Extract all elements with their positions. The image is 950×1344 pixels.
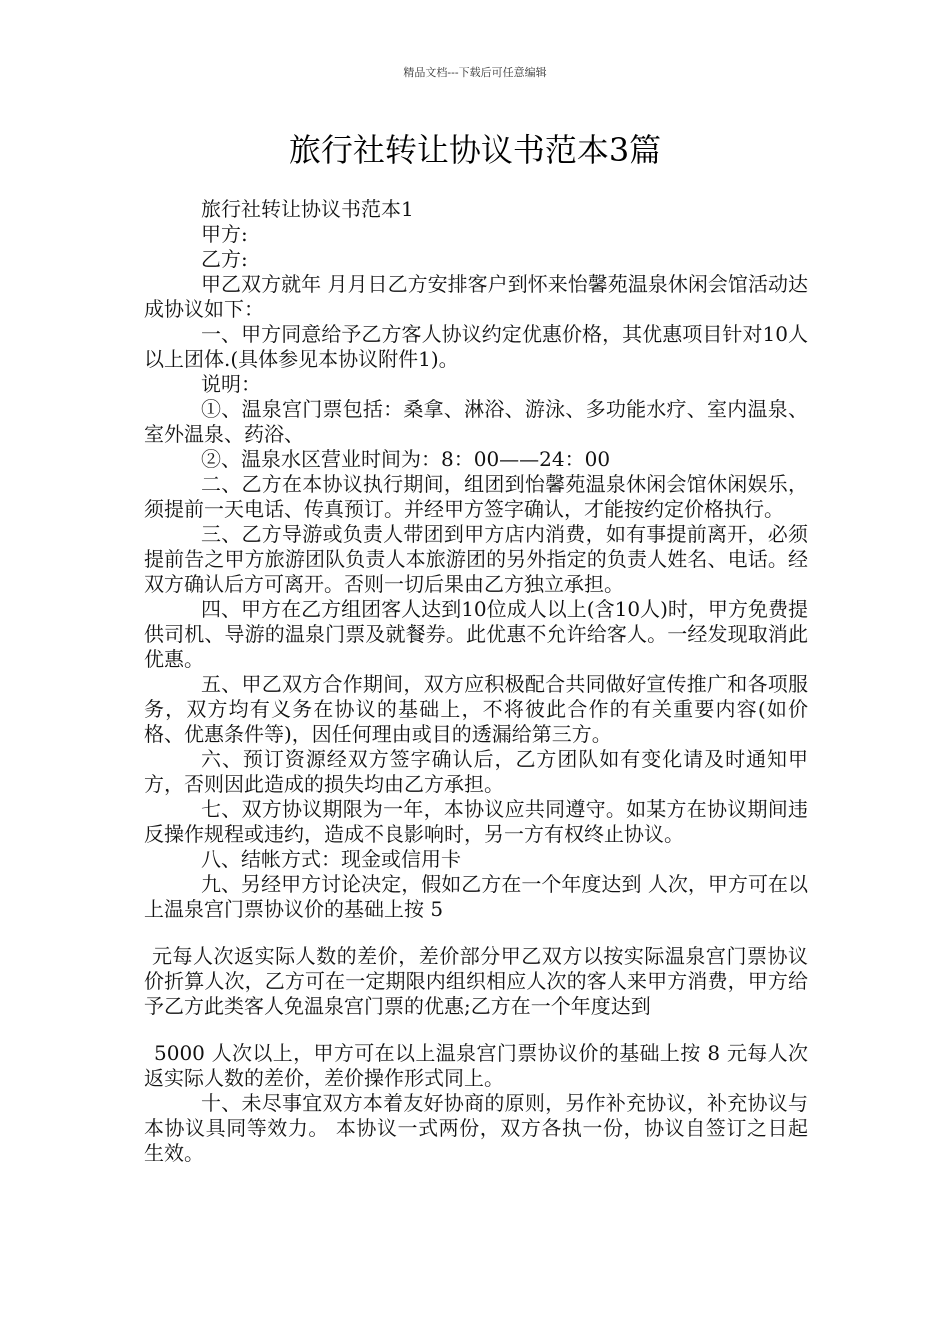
clause-2: 二、乙方在本协议执行期间，组团到怡馨苑温泉休闲会馆休闲娱乐，须提前一天电话、传真预订。并经甲方签字确认，才能按约定价格执行。 bbox=[144, 472, 808, 521]
clause-9-continued: 元每人次返实际人数的差价，差价部分甲乙双方以按实际温泉宫门票协议价折算人次，乙方可在一定期限内组织相应人次的客人来甲方消费，甲方给予乙方此类客人免温泉宫门票的优惠;乙方在一个年度达到 bbox=[144, 944, 808, 1018]
paragraph-gap bbox=[144, 922, 808, 944]
page-header-note: 精品文档---下载后可任意编辑 bbox=[403, 66, 547, 79]
clause-10: 十、未尽事宜双方本着友好协商的原则，另作补充协议，补充协议与本协议具同等效力。 本协议一式两份，双方各执一份，协议自签订之日起生效。 bbox=[144, 1091, 808, 1165]
party-b-line: 乙方: bbox=[201, 247, 248, 271]
document-title: 旅行社转让协议书范本3篇 bbox=[288, 131, 662, 169]
clause-9-continued-2: 5000 人次以上，甲方可在以上温泉宫门票协议价的基础上按 8 元每人次返实际人数的差价，差价操作形式同上。 bbox=[144, 1041, 808, 1090]
clause-6: 六、预订资源经双方签字确认后，乙方团队如有变化请及时通知甲方，否则因此造成的损失均由乙方承担。 bbox=[144, 747, 808, 796]
clause-1: 一、甲方同意给予乙方客人协议约定优惠价格，其优惠项目针对10人以上团体.(具体参见本协议附件1)。 bbox=[144, 322, 808, 371]
clause-3: 三、乙方导游或负责人带团到甲方店内消费，如有事提前离开，必须提前告之甲方旅游团队负责人本旅游团的另外指定的负责人姓名、电话。经双方确认后方可离开。否则一切后果由乙方独立承担。 bbox=[144, 522, 808, 596]
agreement-subtitle: 旅行社转让协议书范本1 bbox=[201, 197, 414, 221]
party-a-line: 甲方: bbox=[201, 222, 248, 246]
note-item-1: ①、温泉宫门票包括：桑拿、淋浴、游泳、多功能水疗、室内温泉、室外温泉、药浴、 bbox=[144, 397, 808, 446]
clause-8: 八、结帐方式：现金或信用卡 bbox=[201, 847, 461, 871]
clause-7: 七、双方协议期限为一年，本协议应共同遵守。如某方在协议期间违反操作规程或违约，造成不良影响时，另一方有权终止协议。 bbox=[144, 797, 808, 846]
clause-9: 九、另经甲方讨论决定，假如乙方在一个年度达到 人次，甲方可在以上温泉宫门票协议价的基础上按 5 bbox=[144, 872, 808, 921]
paragraph-gap bbox=[144, 1019, 808, 1041]
clause-5: 五、甲乙双方合作期间，双方应积极配合共同做好宣传推广和各项服务，双方均有义务在协议的基础上，不将彼此合作的有关重要内容(如价格、优惠条件等)，因任何理由或目的透漏给第三方。 bbox=[144, 672, 808, 746]
document-body bbox=[144, 197, 808, 1166]
clause-4: 四、甲方在乙方组团客人达到10位成人以上(含10人)时，甲方免费提供司机、导游的温泉门票及就餐券。此优惠不允许给客人。一经发现取消此优惠。 bbox=[144, 597, 808, 671]
intro-paragraph: 甲乙双方就年 月月日乙方安排客户到怀来怡馨苑温泉休闲会馆活动达成协议如下： bbox=[144, 272, 808, 321]
note-item-2: ②、温泉水区营业时间为：8：00——24：00 bbox=[201, 447, 611, 471]
note-label: 说明： bbox=[201, 372, 261, 396]
